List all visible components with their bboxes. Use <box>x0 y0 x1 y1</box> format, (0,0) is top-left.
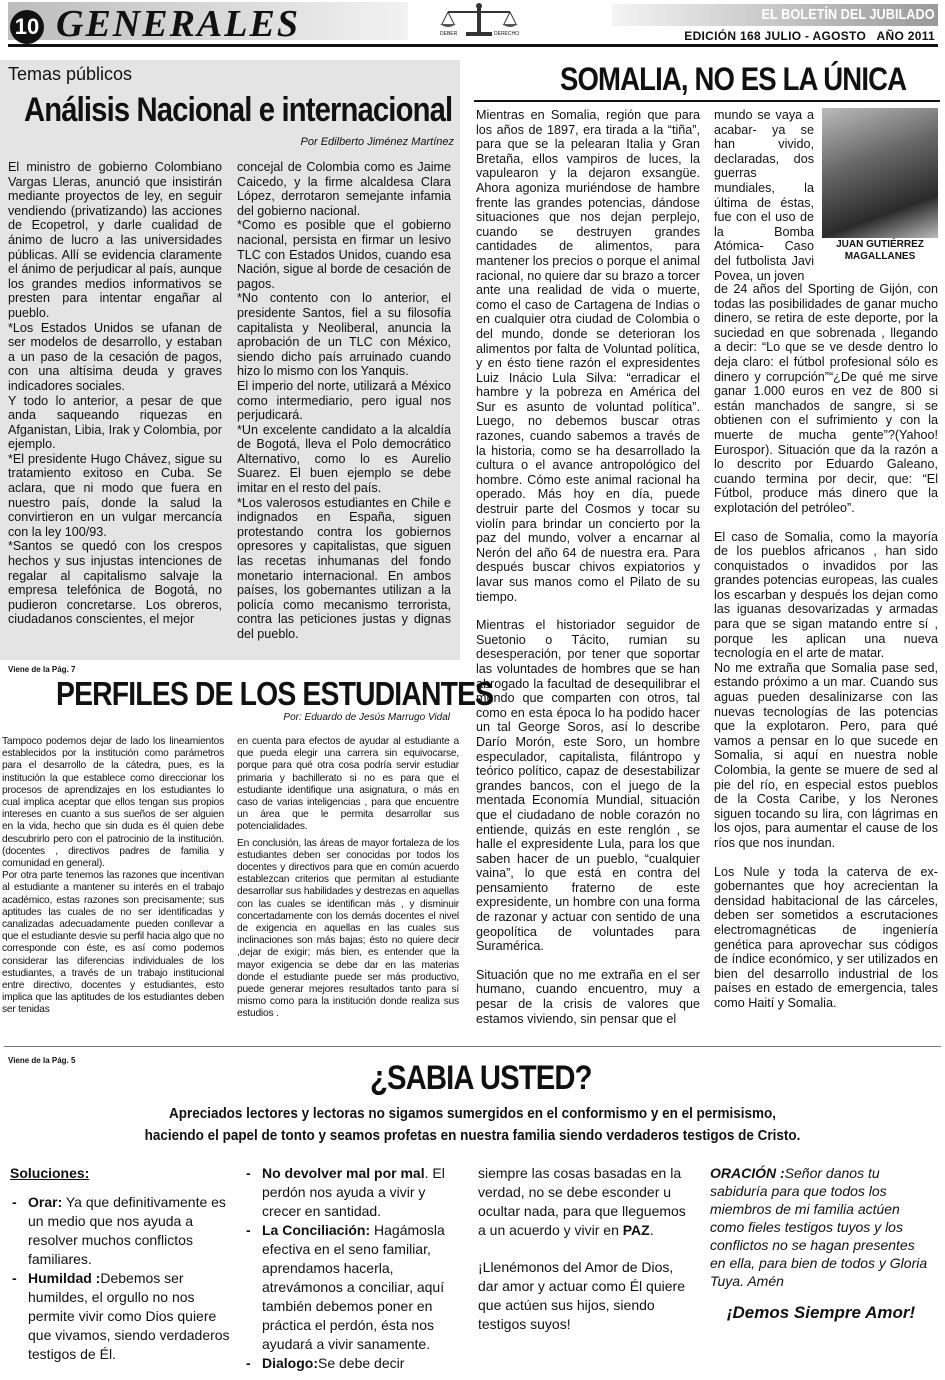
author-caption <box>822 239 938 263</box>
solucion-term: La Conciliación: <box>262 1222 371 1238</box>
author-box <box>822 108 938 270</box>
perfiles-col-2 <box>237 736 459 1021</box>
somalia-paragraph: Mientras el historiador seguidor de Suetonio o Tácito, rumian su desesperación, por tener que soportar las voluntades de hombres que se han abrogado la facultad de desequilibrar el mundo que comparten con otros, tal como en esta época lo ha podido hacer un tal George Soros, así lo describe Darío Morón, este Soro, un hombre especulador, capitalista, filántropo y teórico político, capaz de desestabilizar grandes bancos, con el juego de la mentada Economía Mundial, situación que el ciudadano de noble corazón no entiende, quizás en este renglón , se halle el expresidente Lula, para los que saben hacer de un pueblo, “cualquier vaina”, lo que está en contra del pensamiento fraterno de este expresidente, un hombre con una forma de razonar y actuar con sentido de una geopolítica de voluntades para Suramérica. <box>476 618 700 954</box>
publication-name: EL BOLETÍN DEL JUBILADO <box>761 6 935 23</box>
section-title: GENERALES <box>56 3 300 45</box>
perfiles-col-1 <box>2 736 224 1017</box>
analisis-paragraph: *Los valerosos estudiantes en Chile e indignados en España, siguen protestando contra los gobiernos opresores y capitalistas, que siguen las recetas inhumanas del fondo monetario internacional. En ambos países, los gobernantes utilizan a la policía como mecanismo terrorista, contra las peticiones justas y dignas del pueblo. <box>237 495 451 641</box>
sabia-col-4 <box>710 1164 932 1322</box>
analisis-paragraph: *Como es posible que el gobierno nacional, persista en firmar un lesivo TLC con Estados Unidos, cuando esa Nación, sigue al borde de cesación de pagos. <box>237 218 451 291</box>
logo-label-deber: DEBER <box>440 31 458 37</box>
sabia-subtitle-1: Apreciados lectores y lectoras no sigamos sumergidos en el conformismo y en el permisismo, <box>168 1106 777 1122</box>
solucion-item <box>10 1193 230 1269</box>
somalia-section <box>466 56 942 1046</box>
analisis-paragraph: *Santos se quedó con los crespos hechos y sus injustas intenciones de regalar al capitalismo salvaje la empresa telefónica de Bogotá, no pudieron concretarse. Los obreros, ciudadanos conscientes, el mejor <box>8 539 222 627</box>
perfiles-paragraph: Tampoco podemos dejar de lado los lineamientos establecidos por la institución como parámetros para el desarrollo de la cátedra, pues, es la institución la que establece como direccionar los procesos de aprendizajes en los estudiantes lo cual implica aceptar que ellos tengan sus propios intereses en cuanto a sus sueños de ser alguien en la vida, hecho que sin duda es él quien debe descubrirlo pero con el patrocinio de la institución. (docentes , directivos padres de familia y comunidad en general). <box>2 736 224 870</box>
solucion-term: Dialogo: <box>262 1355 318 1371</box>
analisis-paragraph: El imperio del norte, utilizará a México como intermediario, pero igual nos perjudicará. <box>237 378 451 423</box>
solucion-term: Humildad : <box>28 1270 101 1286</box>
analisis-kicker: Temas públicos <box>8 64 133 84</box>
solucion-text: Ya que definitivamente es un medio que nos ayuda a resolver muchos conflictos familiares. <box>28 1194 226 1267</box>
closing-line: ¡Demos Siempre Amor! <box>726 1303 916 1322</box>
soluciones-list <box>10 1193 230 1364</box>
perfiles-jump: Viene de la Pág. 7 <box>8 665 76 674</box>
oracion-label: ORACIÓN : <box>710 1165 785 1181</box>
somalia-paragraph: El caso de Somalia, como la mayoría de los pueblos africanos , han sido conquistados o invadidos por las grandes potencias europeas, las cuales los escarban y después los dejan como las iguanas desovarizadas y armadas para que se sigan matando entre sí , porque les aplican una nueva tecnología en el arte de matar. <box>714 529 938 661</box>
analisis-paragraph: concejal de Colombia como es Jaime Caicedo, y la firme alcaldesa Clara López, derrotaron semejante infamia del gobierno nacional. <box>237 160 451 218</box>
sabia-col-1 <box>10 1164 230 1364</box>
analisis-box <box>0 60 460 660</box>
oracion-text: Señor danos tu sabiduría para que todos los miembros de mi familia actúen como fieles testigos tuyos y los conflictos no se hagan presentes en ella, para bien de todos y Gloria Tuya. Amén <box>710 1165 928 1289</box>
edition-line: EDICIÓN 168 JULIO - AGOSTO AÑO 2011 <box>684 29 935 43</box>
perfiles-title: PERFILES DE LOS ESTUDIANTES <box>56 675 494 712</box>
author-caption-line: MAGALLANES <box>844 251 916 262</box>
author-photo <box>822 108 938 238</box>
analisis-paragraph: *No contento con lo anterior, el presidente Santos, fiel a su filosofía capitalista y Neoliberal, anuncia la aprobación de un TLC con México, siendo dicho país arruinado cuando hizo lo mismo con los Yanquis. <box>237 291 451 379</box>
dialogo-continuation <box>478 1164 696 1240</box>
analisis-col-2 <box>237 160 451 642</box>
paz-word: PAZ <box>622 1222 650 1238</box>
solucion-term: Orar: <box>28 1194 63 1210</box>
somalia-paragraph: Situación que no me extraña en el ser humano, cuando encuentro, muy a pesar de la crisis de valores que estamos viviendo, sin pensar que el <box>476 967 700 1026</box>
oracion-paragraph <box>710 1164 932 1290</box>
llenemonos-paragraph: ¡Llenémonos del Amor de Dios, dar amor y actuar como Él quiere que actúen sus hijos, siendo testigos suyos! <box>478 1259 685 1332</box>
sabia-top-rule <box>4 1046 941 1047</box>
sabia-subtitle-2: haciendo el papel de tonto y seamos profetas en nuestra familia siendo verdaderos testigos de Cristo. <box>144 1128 801 1144</box>
solucion-item <box>10 1269 230 1364</box>
analisis-paragraph: *El presidente Hugo Chávez, sigue su tratamiento exitoso en Cuba. Se aclara, que ni modo que fuera en nuestro país, donde la salud la convirtieron en un vulgar mercancía con la ley 100/93. <box>8 451 222 539</box>
soluciones-list-2 <box>244 1164 462 1373</box>
sabia-title: ¿SABIA USTED? <box>370 1059 592 1097</box>
sabia-col-3 <box>478 1164 696 1334</box>
somalia-col-2 <box>714 282 938 1011</box>
sabia-section <box>0 1046 945 1380</box>
analisis-title: Análisis Nacional e internacional <box>24 91 453 129</box>
somalia-paragraph: Los Nule y toda la caterva de ex-gobernantes que hoy acrecientan la densidad habitacional de las cárceles, deben ser sometidos a escrutaciones electromagnéticas de ingeniería genética para aprovechar sus códigos de índice económico, y ser utilizados en bien del desarrollo industrial de los países en estado de emergencia, tales como Haití y Somalia. <box>714 864 938 1010</box>
solucion-item <box>244 1354 462 1373</box>
solucion-text: Debemos ser humildes, el orgullo no nos permite vivir como Dios quiere que vivamos, siendo verdaderos testigos de Él. <box>28 1270 230 1362</box>
somalia-paragraph: Mientras en Somalia, región que para los años de 1897, era tirada a la “tiña”, para que se la pelearan Italia y Gran Bretaña, ellos vampiros de luces, la vapulearon y la dejaron exsangüe. Ahora agoniza muriéndose de hambre frente las grandes potencias, dándose situaciones que nos dejan perplejo, cuando se destruyen grandes cantidades de alimentos, para mantener los precios o porque el animal racional, no quiere dar su brazo a torcer ante una realidad de vida o muerte, como el caso de Cartagena de Indias o en cualquier otra ciudad de Colombia o del mundo, donde se deterioran los alimentos por falta de Voluntad política, y en ésto tiene razón el expresidentes Luiz Inácio Lula Silva: “erradicar el hambre y la pobreza en América del Sur es asunto de voluntad política”. Luego, no debemos buscar otras razones, cuando sabemos a través de la historia, como se ha desarrollado la cultura o el avance antropológico del hombre. Cómo este animal racional ha operado. Más hoy en día, puede destruir parte del Cosmos y tocar su violín para brindar un concierto por la paz del mundo, volver a encarnar al Nerón del año 64 de nuestra era. Para después buscar chivos expiatorios y lavar sus manos como el Pilato de su tiempo. <box>476 108 701 604</box>
solucion-item <box>244 1221 462 1354</box>
scales-logo <box>436 2 522 42</box>
solucion-text: Hagámosla efectiva en el seno familiar, aprendamos hacerla, atrevámonos a conciliar, aquí también debemos poner en práctica el perdón, ésta nos ayudará a vivir sanamente. <box>262 1222 445 1352</box>
sabia-col-2 <box>244 1164 462 1373</box>
perfiles-paragraph: En conclusión, las áreas de mayor fortaleza de los estudiantes deben ser conocidas por todos los docentes y directivos para que en común acuerdo establezcan criterios que permitan al estudiante desarrollar sus habilidades y destrezas en aquellas con las cuales se identifican más , y disminuir concertadamente con los demás docentes el nivel de exigencia en aquellas en las cuales sus inclinaciones son más bajas; ésto no quiere decir ,dejar de exigir; más bien, es entender que la mayor exigencia se debe dar en las materias donde el estudiante puede ser más productivo, puede generar mejores resultados tanto para sí mismo como para la institución donde realiza sus estudios . <box>237 837 459 1020</box>
soluciones-label: Soluciones: <box>10 1165 90 1181</box>
dialogo-text: siempre las cosas basadas en la verdad, no se debe esconder u ocultar nada, para que lleguemos a un acuerdo y vivir en <box>478 1165 686 1238</box>
logo-label-derecho: DERECHO <box>494 31 520 37</box>
perfiles-byline: Por: Eduardo de Jesús Marrugo Vidal <box>283 712 450 723</box>
solucion-text: Se debe decir <box>318 1355 405 1371</box>
somalia-col-2-top: mundo se vaya a acabar- ya se han vivido, declaradas, dos guerras mundiales, la última de éstas, fue con el uso de la Bomba Atómica- Caso del futbolista Javi Povea, un joven <box>714 108 814 283</box>
analisis-paragraph: El ministro de gobierno Colombiano Vargas Lleras, anunció que insistirán mediante proyectos de ley, en seguir vendiendo (privatizando) las acciones de Ecopetrol, y darle cualidad de ánimo de lucro a las universidades públicas. Allí se evidencia claramente el ánimo de perjudicar al país, aunque los grandes medios informativos se presten para intentar engañar al pueblo. <box>8 160 222 320</box>
somalia-title-rule <box>474 100 940 102</box>
perfiles-section <box>0 662 494 1042</box>
solucion-item <box>244 1164 462 1221</box>
sabia-jump: Viene de la Pág. 5 <box>8 1056 76 1065</box>
perfiles-paragraph: Por otra parte tenemos las razones que incentivan al estudiante a mantener su interés en el trabajo académico, estas razones son precisamente; sus aptitudes las cuales de no ser identificadas y canalizadas adecuadamente pueden conllevar a que el estudiante desvie su perfil hacia algo que no corresponde con éste, es así como podemos considerar las diferencias individuales de los estudiantes, a través de un trabajo institucional entre directivo, docentes y estudiantes, esto implica que las aptitudes de los estudiantes deben ser tenidas <box>2 870 224 1016</box>
author-caption-line: JUAN GUTIÉRREZ <box>836 239 924 250</box>
page-number-badge <box>10 10 44 44</box>
analisis-paragraph: Y todo lo anterior, a pesar de que anda saqueando riquezas en Afganistan, Libia, Irak y Colombia, por ejemplo. <box>8 393 222 452</box>
analisis-byline: Por Edilberto Jiménez Martínez <box>300 136 454 148</box>
analisis-col-1 <box>8 160 222 627</box>
solucion-text: . El perdón nos ayuda a vivir y crecer en santidad. <box>262 1165 445 1219</box>
analisis-paragraph: *Un excelente candidato a la alcaldía de Bogotá, lleva el Polo democrático Alternativo, como lo es Aurelio Suarez. El buen ejemplo se debe imitar en el resto del país. <box>237 422 451 496</box>
solucion-term: No devolver mal por mal <box>262 1165 425 1181</box>
dialogo-end: . <box>649 1222 654 1238</box>
analisis-paragraph: *Los Estados Unidos se ufanan de ser modelos de desarrollo, y estaban a un paso de la cesación de pagos, con una altísima deuda y graves indicadores sociales. <box>8 320 222 393</box>
somalia-paragraph: de 24 años del Sporting de Gijón, con todas las posibilidades de ganar mucho dinero, se retira de este deporte, por la suciedad en que sobrenada , llegando a decir: “Lo que se ve desde dentro lo deja claro: el fútbol profesional sólo es dinero y corrupción”“¿De qué me sirve ganar 1.000 euros en vez de 800 si están manchados de sangre, si se obtienen con el sufrimiento y con la muerte de mucha gente”?(Yahoo! Eurospor). Situación que da la razón a lo descrito por Eduardo Galeano, cuando termina por decir, que: “El Fútbol, produce más dinero que la explotación del petróleo”. <box>714 282 938 515</box>
somalia-paragraph: No me extraña que Somalia pase sed, estando próximo a un mar. Cuando sus aguas pueden desalinizarse con las nuevas tecnologías de las potencias que la explotaron. Pero, para qué vamos a pensar en lo que sucede en Somalia, si aquí en nuestra noble Colombia, la gente se muere de sed al pie del río, en especial estos pueblos de la Costa Caribe, y los Nerones siguen tocando su lira, con lágrimas en los ojos, para aumentar el cause de los ríos que nos inundan. <box>714 660 938 850</box>
somalia-title: SOMALIA, NO ES LA ÚNICA <box>560 61 907 97</box>
somalia-col-1 <box>476 108 700 1026</box>
header <box>0 0 945 52</box>
perfiles-paragraph: en cuenta para efectos de ayudar al estudiante a que pueda elegir una carrera sin equivocarse, porque para qué otra cosa podría servir estudiar primaria y bachillerato si no es para que el estudiante identifique una asignatura, o más en caso de varias inteligencias , para que encuentre un área que le permita desarrollar sus potencialidades. <box>237 736 459 833</box>
page-number: 10 <box>14 14 40 39</box>
